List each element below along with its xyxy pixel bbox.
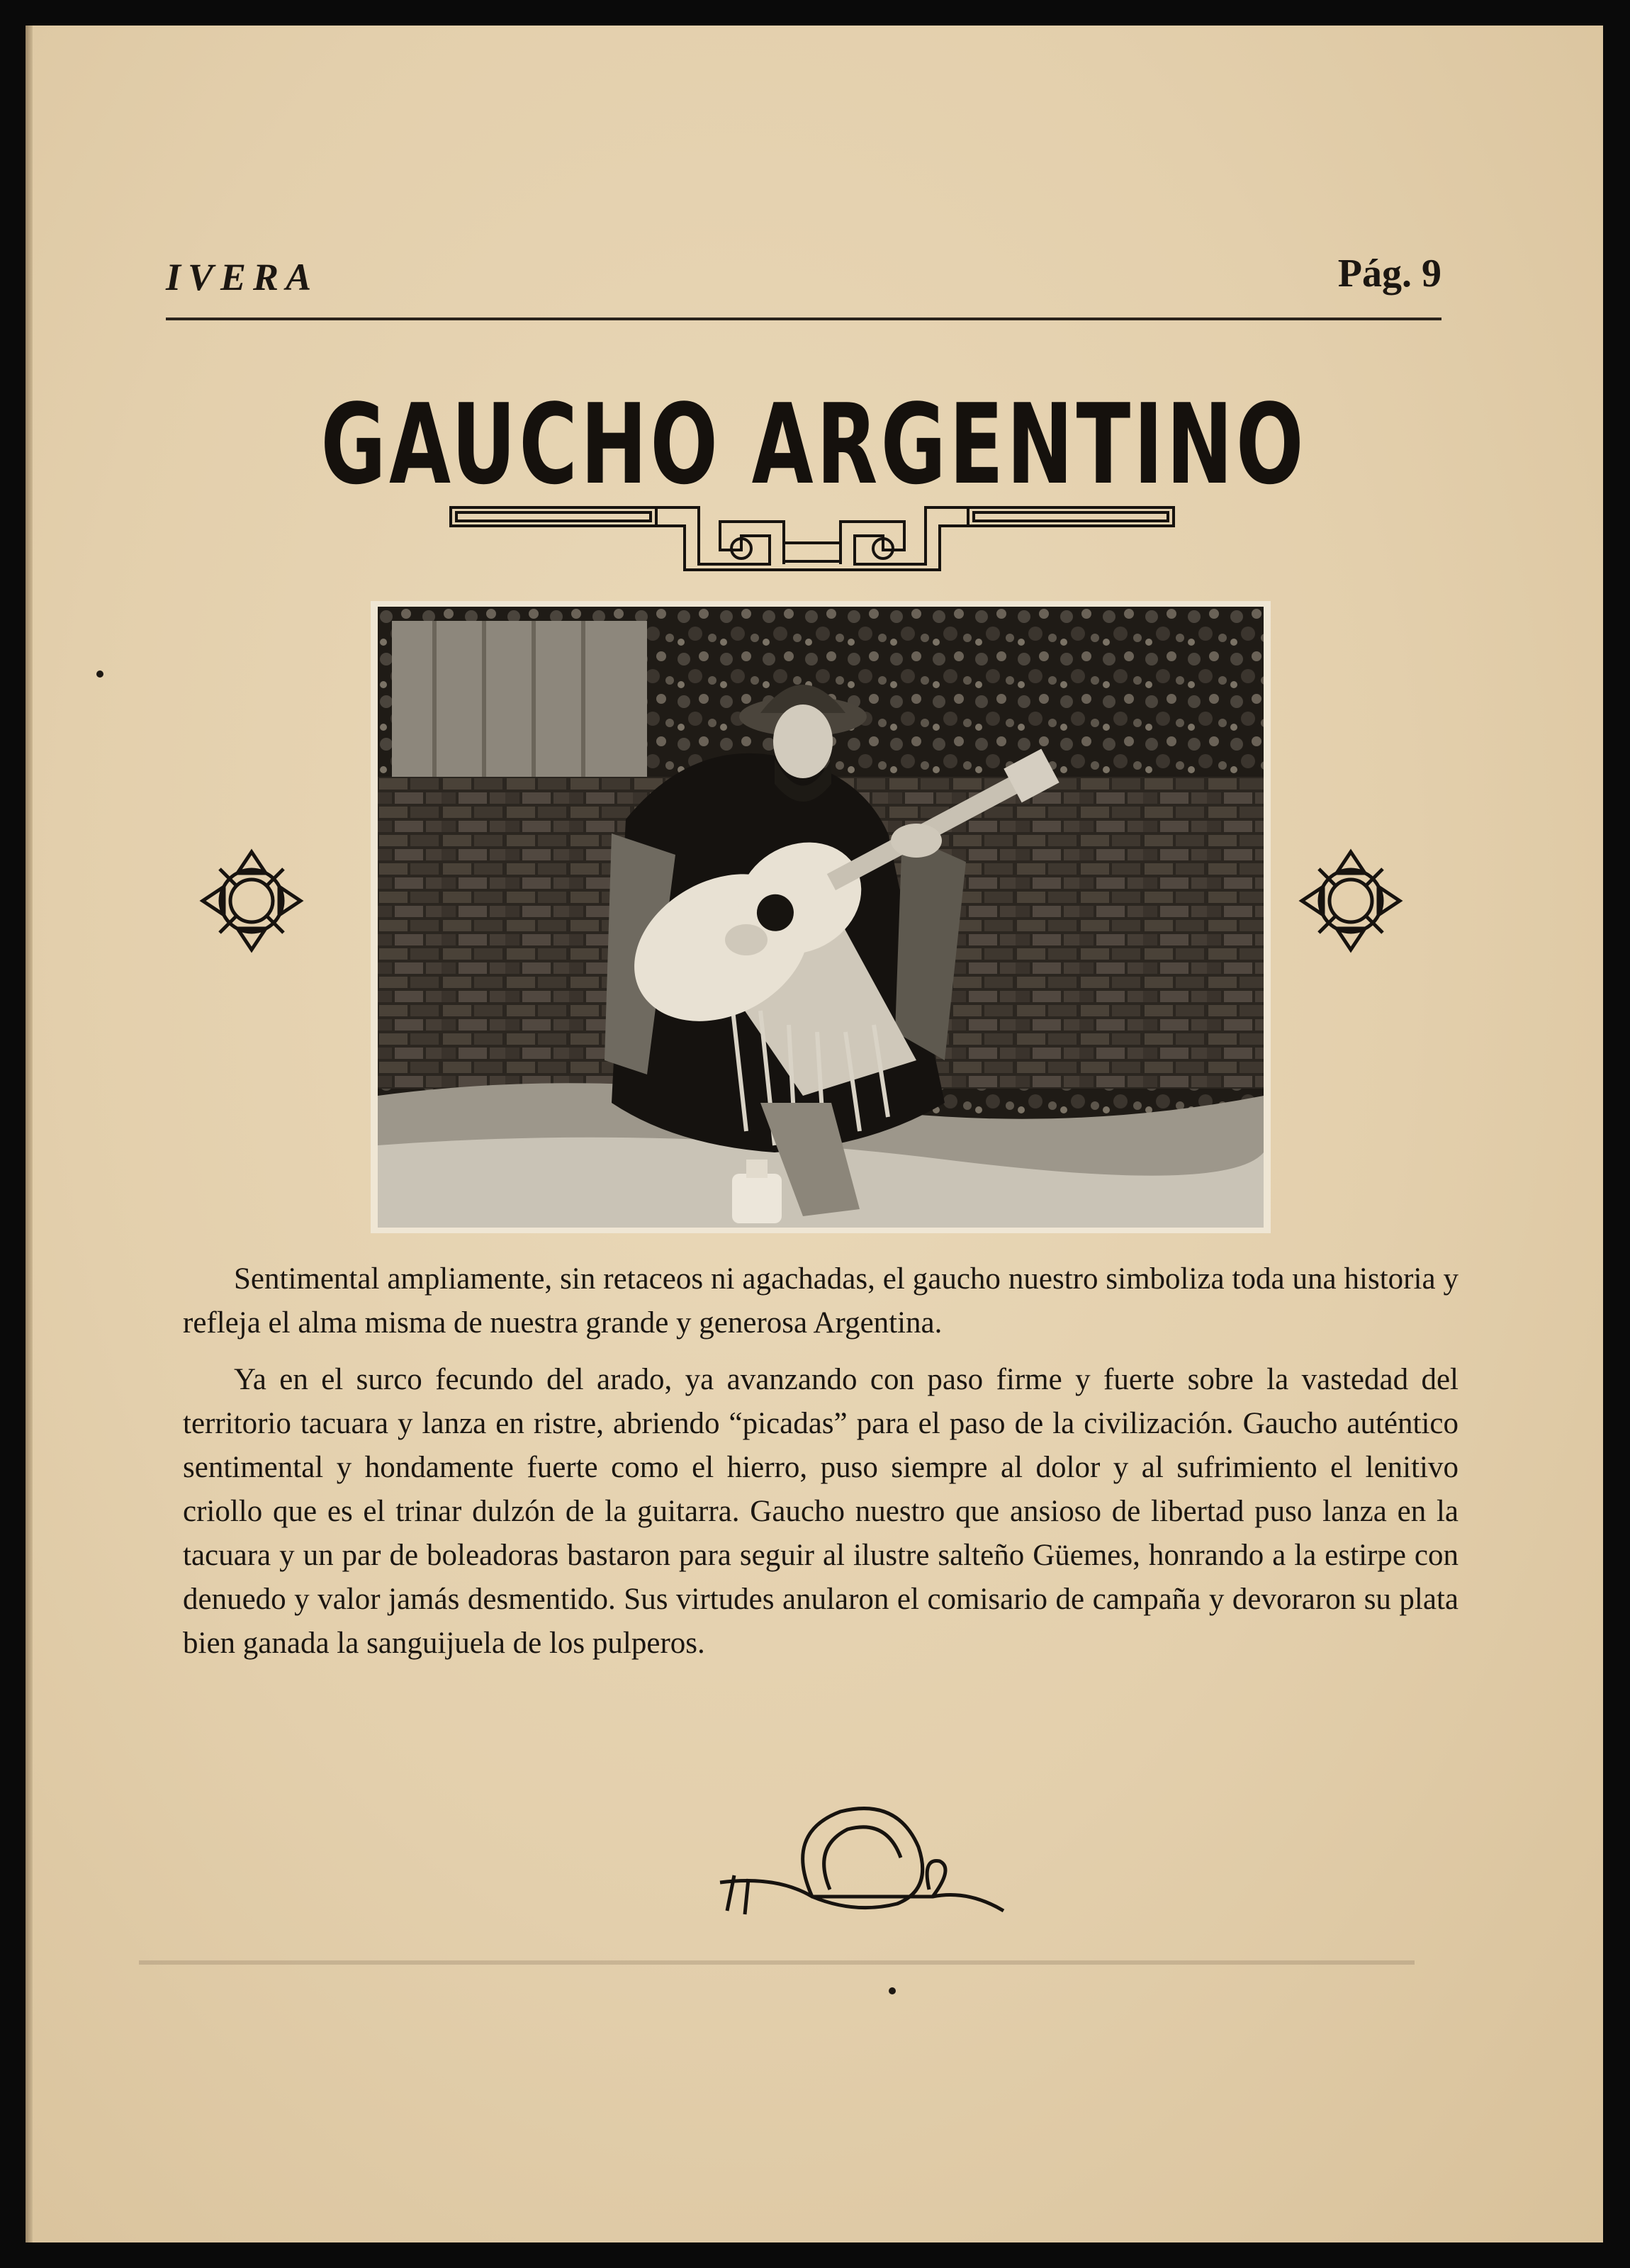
paragraph: Sentimental ampliamente, sin retaceos ni agachadas, el gaucho nuestro simboliza toda una historia y refleja el alma misma de nuestra grande y generosa Argentina. [183, 1262, 1458, 1340]
gaucho-hat-with-rebenque-icon [706, 1790, 1018, 1932]
bleed-through-rule [139, 1960, 1415, 1965]
ink-speck [889, 1987, 896, 1994]
article-title: GAUCHO ARGENTINO [320, 380, 1307, 509]
paragraph: Ya en el surco fecundo del arado, ya avanzando con paso firme y fuerte sobre la vastedad del territorio tacuara y lanza en ristre, abriendo “picadas” para el paso de la civilización. Gaucho auténtico sentimental y hondamente fuerte como el hierro, puso siempre al dolor y al sufrimiento el lenitivo criollo que es el trinar dulzón de la guitarra. Gaucho nuestro que ansioso de libertad puso lanza en la tacuara y un par de boleadoras bastaron para seguir al ilustre salteño Güemes, honrando a la estirpe con denuedo y valor jamás desmentido. Sus virtudes anularon el comisario de campaña y devoraron su plata bien ganada la sanguijuela de los pulperos. [183, 1363, 1458, 1660]
magazine-page [26, 26, 1603, 2242]
page-number: Pág. 9 [1337, 252, 1441, 296]
gaucho-with-guitar-image [378, 607, 1264, 1228]
header-rule [166, 318, 1441, 320]
greek-key-ornament-icon [444, 493, 1181, 578]
celtic-knot-medallion-icon [1298, 848, 1404, 954]
article-body [183, 1257, 1458, 1678]
running-head [166, 251, 1441, 308]
magazine-name: IVERA [166, 256, 319, 298]
binding-edge [26, 26, 33, 2242]
gaucho-photograph [371, 601, 1271, 1233]
ink-speck [96, 670, 103, 678]
celtic-knot-medallion-icon [198, 848, 305, 954]
